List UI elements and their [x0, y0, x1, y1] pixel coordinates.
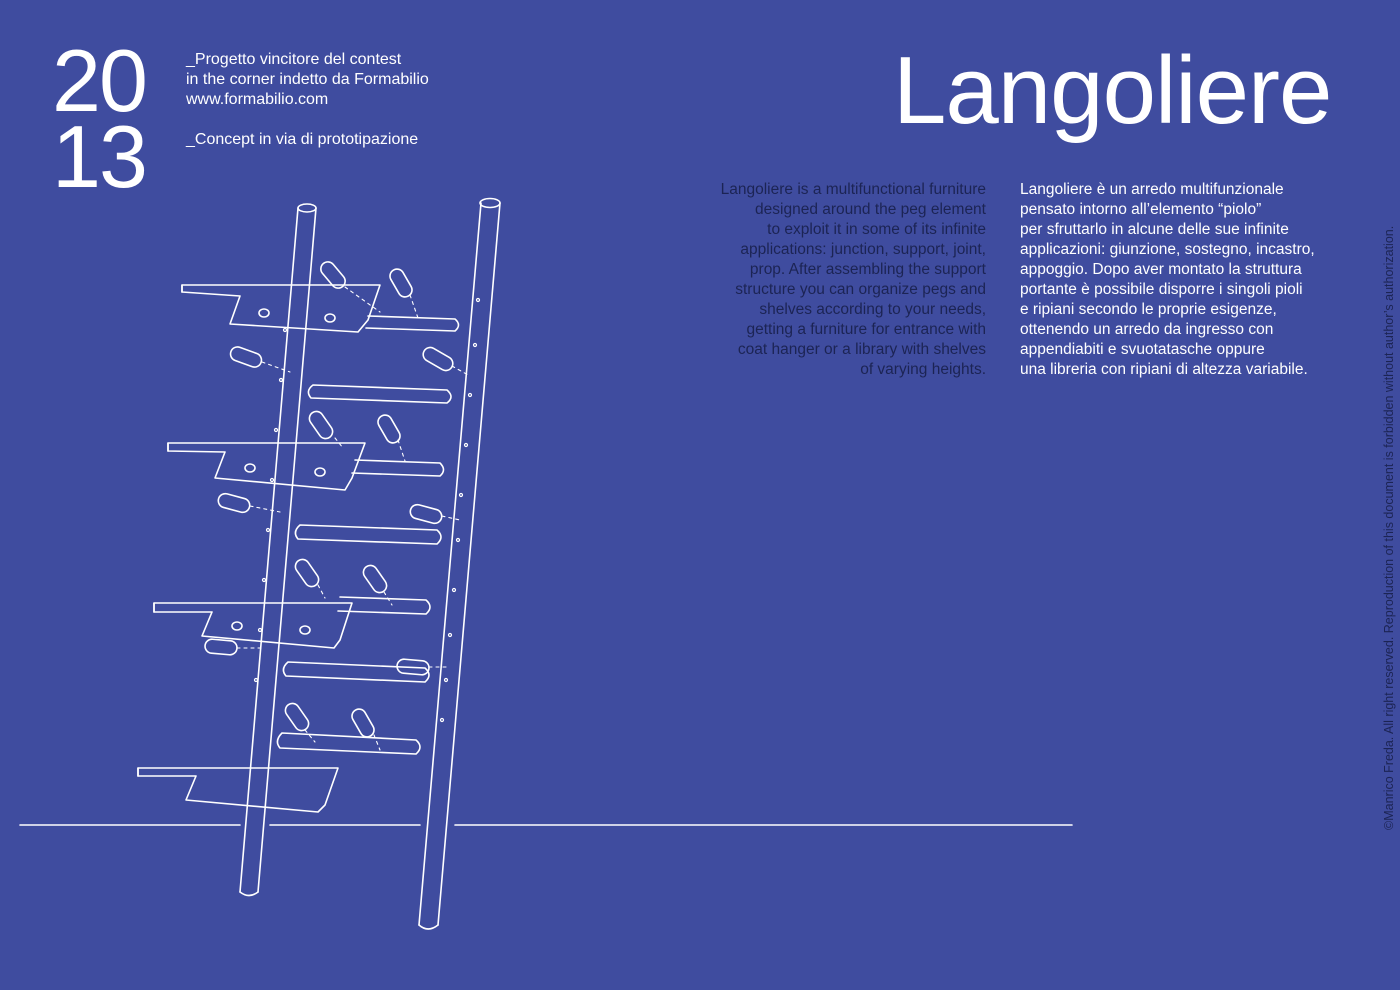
shelf-2 [168, 443, 365, 490]
front-post [419, 199, 500, 930]
long-pegs [277, 316, 458, 754]
shelf-4 [138, 768, 338, 812]
description-english: Langoliere is a multifunctional furniture designed around the peg element to exploit it in some of its infinite applications: junction, support, joint, prop. After assembling the support structure you can organize pegs and shelves according to your needs, getting a furniture for entrance with coat hanger or a library with shelves of varying heights. [720, 181, 986, 378]
copyright-notice: ©Manrico Freda. All right reserved. Reproduction of this document is forbidden without author’s authorization. [1382, 225, 1396, 830]
meta-line-3: www.formabilio.com [186, 91, 329, 108]
shelf-3 [154, 603, 352, 648]
post-holes [255, 299, 480, 722]
shelf-1 [182, 285, 380, 332]
meta-line-2: in the corner indetto da Formabilio [186, 71, 429, 88]
year-top: 20 [52, 31, 146, 130]
meta-concept: _Concept in via di prototipazione [186, 131, 419, 148]
description-italian: Langoliere è un arredo multifunzionale pensato intorno all’elemento “piolo” per sfruttarlo in alcune delle sue infinite applicazioni: giunzione, sostegno, incastro, appoggio. Dopo aver montato la struttura portante è possibile disporre i singoli pioli e ripiani secondo le proprie esigenze, ottenendo un arredo da ingresso con appendiabiti e svuotatasche oppure una libreria con ripiani di altezza variabile. [1020, 181, 1315, 378]
meta-line-1: _Progetto vincitore del contest [186, 51, 402, 68]
year-bottom: 13 [52, 107, 146, 206]
back-post [240, 204, 316, 896]
page-title: Langoliere [893, 37, 1332, 144]
